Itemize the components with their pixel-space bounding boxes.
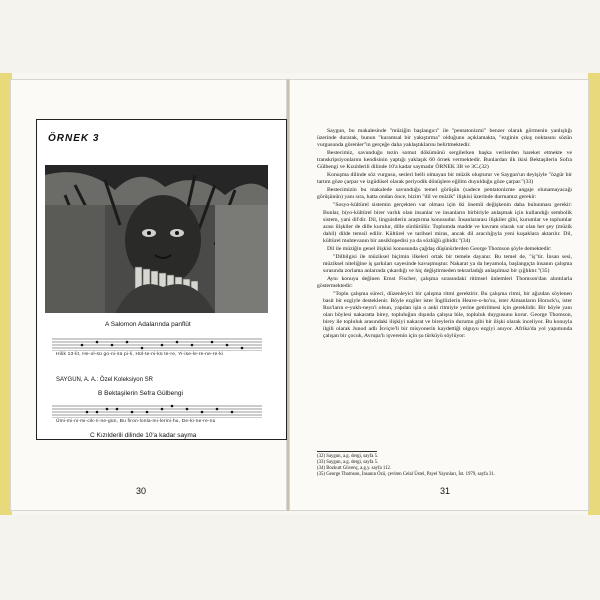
page-number-right: 31 xyxy=(440,486,451,496)
footnotes xyxy=(317,451,572,478)
paragraph-quote: "Toplu çalışma süreci, düzenleyici bir çalışma ritmi gerektirir. Bu çalışma ritmi, bir ağızdan söylenen basit bir ezgiyle desteklenir. Böyle ezgiler ister İngilizlerin Heave-o-ho'su, ister Almanların Horuck'u, ister Rus'ların e-yukh-neyn'i olsun, yapılan işin o anki ritmiyle yerine getirilmesi için gereklidir. Bir böyle yanı olan böylesi nakaratta birey, topluluğun dışında çalışsa bile, topluluk duygusunu korur. George Thomson, birey ile topluluk arasındaki ilişkiyi nakarat ve bireylerin durumu gibi bir ilişki olarak inceliyor. Bu konuyla ilgili olarak Junod adlı İsviçre'li bir misyonerin kaydettiği olguyu ezgiyi anıyor. Afrika'da yol yapımında çalışan bir çocuk, Avrupa'lı işverenin için şu türküyü söylüyor: xyxy=(323,291,572,340)
caption-a: A Salomon Adalarında panflüt xyxy=(105,321,191,328)
paragraph: Bestecimiz, savunduğu tezin somut dökümünü sergilerken başka verilerden hareket etmekte ve transkripsiyonlarını kendisinin yaptığı yaklaşık 60 örnek vermektedir. Bunlardan ilk ikisi Bektaşilerin Sofra Gülbengi ve Kızılderili dilinde 10'a kadar saymadır ÖRNEK 3B ve 3C.(32) xyxy=(317,150,572,171)
paragraph-quote: "Dilbilgisi ile müziksel biçimin ilkeleri ortak bir temele dayanır. Bu temel de, "iş"tir. İnsan sesi, müziksel niteliğine iş şarkıları sayesinde kavuşmuştur. Nakarat ya da heyamola, başlangıçta insanın çalışma sırasında zorlama anlarında çıkardığı ve hiç değiştirmeden tekrarladığı anlaşılmaz bir çığlıktır."(35) xyxy=(323,253,572,274)
paragraph: Aynı konuya değinen Ernst Fischer, çalışma sırasındaki ritimsel ünlemleri Thomson'dan alıntılarla göstermektedir: xyxy=(317,275,572,289)
paragraph: Bestecimizin bu makalede savunduğu temel görüşün (sadece pentatonizme angaje olunamayacağı görüşünün) yanı sıra, hatta ondan önce, bizim "dil ve müzik" ilişkisi üzerinde durmamız gerekir: xyxy=(317,187,572,201)
body-text xyxy=(317,128,572,341)
figure-title: ÖRNEK 3 xyxy=(48,133,100,144)
book-cover-edge-right xyxy=(588,73,600,515)
panflute-player-photo xyxy=(45,165,268,313)
paragraph: Konuşma dilinde söz vurgusu, sesleri belli olmayan bir müzik oluşturur ve Saygun'un deyişiyle "özgür bir tartım göze çarpar ve izgüdüsel olarak periyodik dönüşlere eğilim duyulduğu göze çarpar."(33) xyxy=(317,172,572,186)
music-staff-a xyxy=(52,337,262,351)
lyrics-a: Hilik 13-lit, He-ol-sü go-ni-sü pi-li, Hül-te-ni-kü te-re, Yi-ise-le-re-ne-re-ki xyxy=(56,352,224,357)
paragraph: Dil ile müziğin genel ilişkisi konusunda çağdaş düşünürlerden George Thomson şöyle demektedir: xyxy=(327,245,552,252)
footnote-rule xyxy=(317,451,377,452)
paragraph-quote: "Sosyo-kültürel sistemin gerçekten var olması için iki önemli değişkenin daha bulunması gerekir: Bunlar, biyo-kültürel birer varlık olan insanlar ve insanların birbiriyle anlaşmak için kullandığı sembolik sistem, yani dil'dir. Dil, linguistlerin araştırma konusudur. İnsanlararası ilişkiler gibi, kurumlar ve toplumlar arası ilişkiler de dille kurulur, dille sürdürülür. Toplumda madde ve kavram olarak var olan her şey (müzik dahil) dilde temsil edilir. Kültürel ve tarihsel miras, ancak dil aracılığıyla yeni kuşaklara aktarılır. Dil, kültürel muhtevanın bir ansiklopedisi ya da sözlüğü gibidir."(34) xyxy=(323,202,572,244)
page-number-left: 30 xyxy=(136,486,147,496)
lyrics-b: Ümi-mi-ni-mi-cik-ri-ne-gün, Bu firon-lonla-mi-lerini-hu, De-ki-ne-re-nu xyxy=(56,419,216,424)
caption-b: B Bektaşilerin Sefra Gülbengi xyxy=(98,390,183,397)
source-credit: SAYGUN, A. A.: Özel Koleksiyon SR xyxy=(56,377,153,383)
paragraph: Saygun, bu makalesinde "müziğin başlangıcı" ile "pentatonizmi" benzer olarak görmenin yanlışlığı üzerinde durarak, bunun "kuramsal bir yakıştırma" olduğunu açıklamakta, "ezginin çıkış noktasını sözün vurgusunda görenler"in gerçeğe daha yaklaştıklarını belirtmektedir. xyxy=(317,128,572,149)
music-staff-b xyxy=(52,404,262,418)
footnote: (32) Saygun, a.g. dergi, sayfa 5. xyxy=(317,454,379,459)
caption-c: C Kızılderili dilinde 10'a kadar sayma xyxy=(90,432,197,439)
footnote: (33) Saygun, a.g. dergi, sayfa 5. xyxy=(317,460,379,465)
footnote: (35) George Thomson, İnsanın Özü, çeviren Celal Üstel, Payel Yayınları, İst. 1979, sayfa 31. xyxy=(317,472,495,477)
background-top xyxy=(0,0,600,73)
background-bottom xyxy=(0,515,600,600)
footnote: (34) Bozkurt Güvenç, a.g.y. sayfa 112. xyxy=(317,466,392,471)
